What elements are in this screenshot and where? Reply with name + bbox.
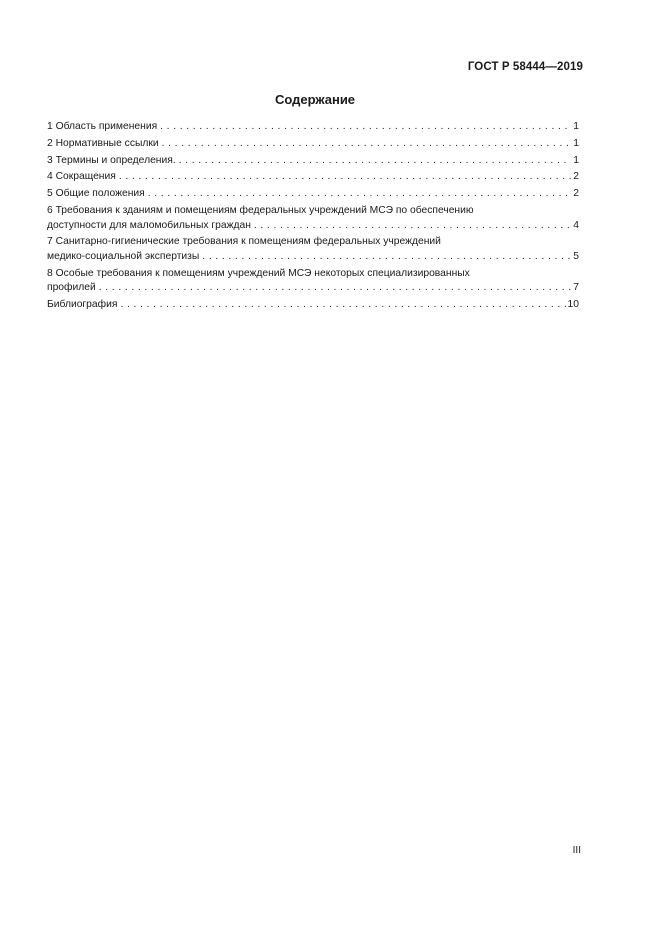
toc-dot-leader: [162, 137, 572, 152]
toc-entry-text: 1 Область применения: [47, 121, 158, 132]
toc-dot-leader: [148, 187, 572, 202]
toc-entry-3[interactable]: [47, 154, 579, 169]
toc-entry-page: 1: [573, 137, 579, 149]
document-code: ГОСТ Р 58444—2019: [467, 61, 583, 73]
toc-entry-text: медико-социальной экспертизы: [47, 250, 200, 262]
toc-entry-4[interactable]: [47, 170, 579, 185]
toc-dot-leader: [120, 298, 565, 313]
toc-dot-leader: [254, 219, 571, 234]
toc-dot-leader: [99, 281, 572, 296]
toc-entry-text: 5 Общие положения: [47, 188, 145, 200]
toc-entry-text: профилей: [47, 282, 96, 294]
toc-dot-leader: [119, 170, 571, 185]
page-number: III: [572, 845, 581, 856]
toc-entry-5[interactable]: [47, 187, 579, 202]
toc-entry-page: 1: [573, 154, 579, 166]
toc-entry-2[interactable]: [47, 137, 579, 152]
toc-entry-text-first-line: 8 Особые требования к помещениям учреждений МСЭ некоторых специализированных: [47, 267, 470, 279]
toc-title: Содержание: [274, 92, 356, 107]
toc-entry-text-first-line: 6 Требования к зданиям и помещениям федеральных учреждений МСЭ по обеспечению: [47, 204, 474, 216]
toc-dot-leader: [179, 154, 572, 169]
toc-entry-9[interactable]: [47, 298, 579, 313]
toc-entry-page: 7: [573, 282, 579, 294]
toc-entry-7[interactable]: [47, 235, 579, 264]
toc-entry-6[interactable]: [47, 204, 579, 233]
toc-entry-text: Библиография: [47, 299, 118, 311]
toc-entry-text: 2 Нормативные ссылки: [47, 137, 159, 149]
toc-entry-page: 5: [573, 250, 579, 262]
toc-entry-text: 3 Термины и определения.: [47, 154, 176, 166]
toc-entry-8[interactable]: [47, 267, 579, 296]
toc-entry-text: 4 Сокращения: [47, 171, 116, 183]
toc-entry-text: доступности для маломобильных граждан: [47, 219, 251, 231]
table-of-contents: [47, 120, 579, 315]
toc-entry-page: 10: [567, 299, 579, 311]
toc-dot-leader: [202, 250, 571, 265]
toc-entry-page: 1: [573, 121, 579, 132]
toc-entry-1[interactable]: [47, 120, 579, 135]
toc-entry-page: 2: [573, 188, 579, 200]
toc-entry-page: 4: [573, 219, 579, 231]
toc-entry-text-first-line: 7 Санитарно-гигиенические требования к помещениям федеральных учреждений: [47, 236, 441, 248]
toc-entry-page: 2: [573, 171, 579, 183]
toc-dot-leader: [160, 120, 571, 135]
